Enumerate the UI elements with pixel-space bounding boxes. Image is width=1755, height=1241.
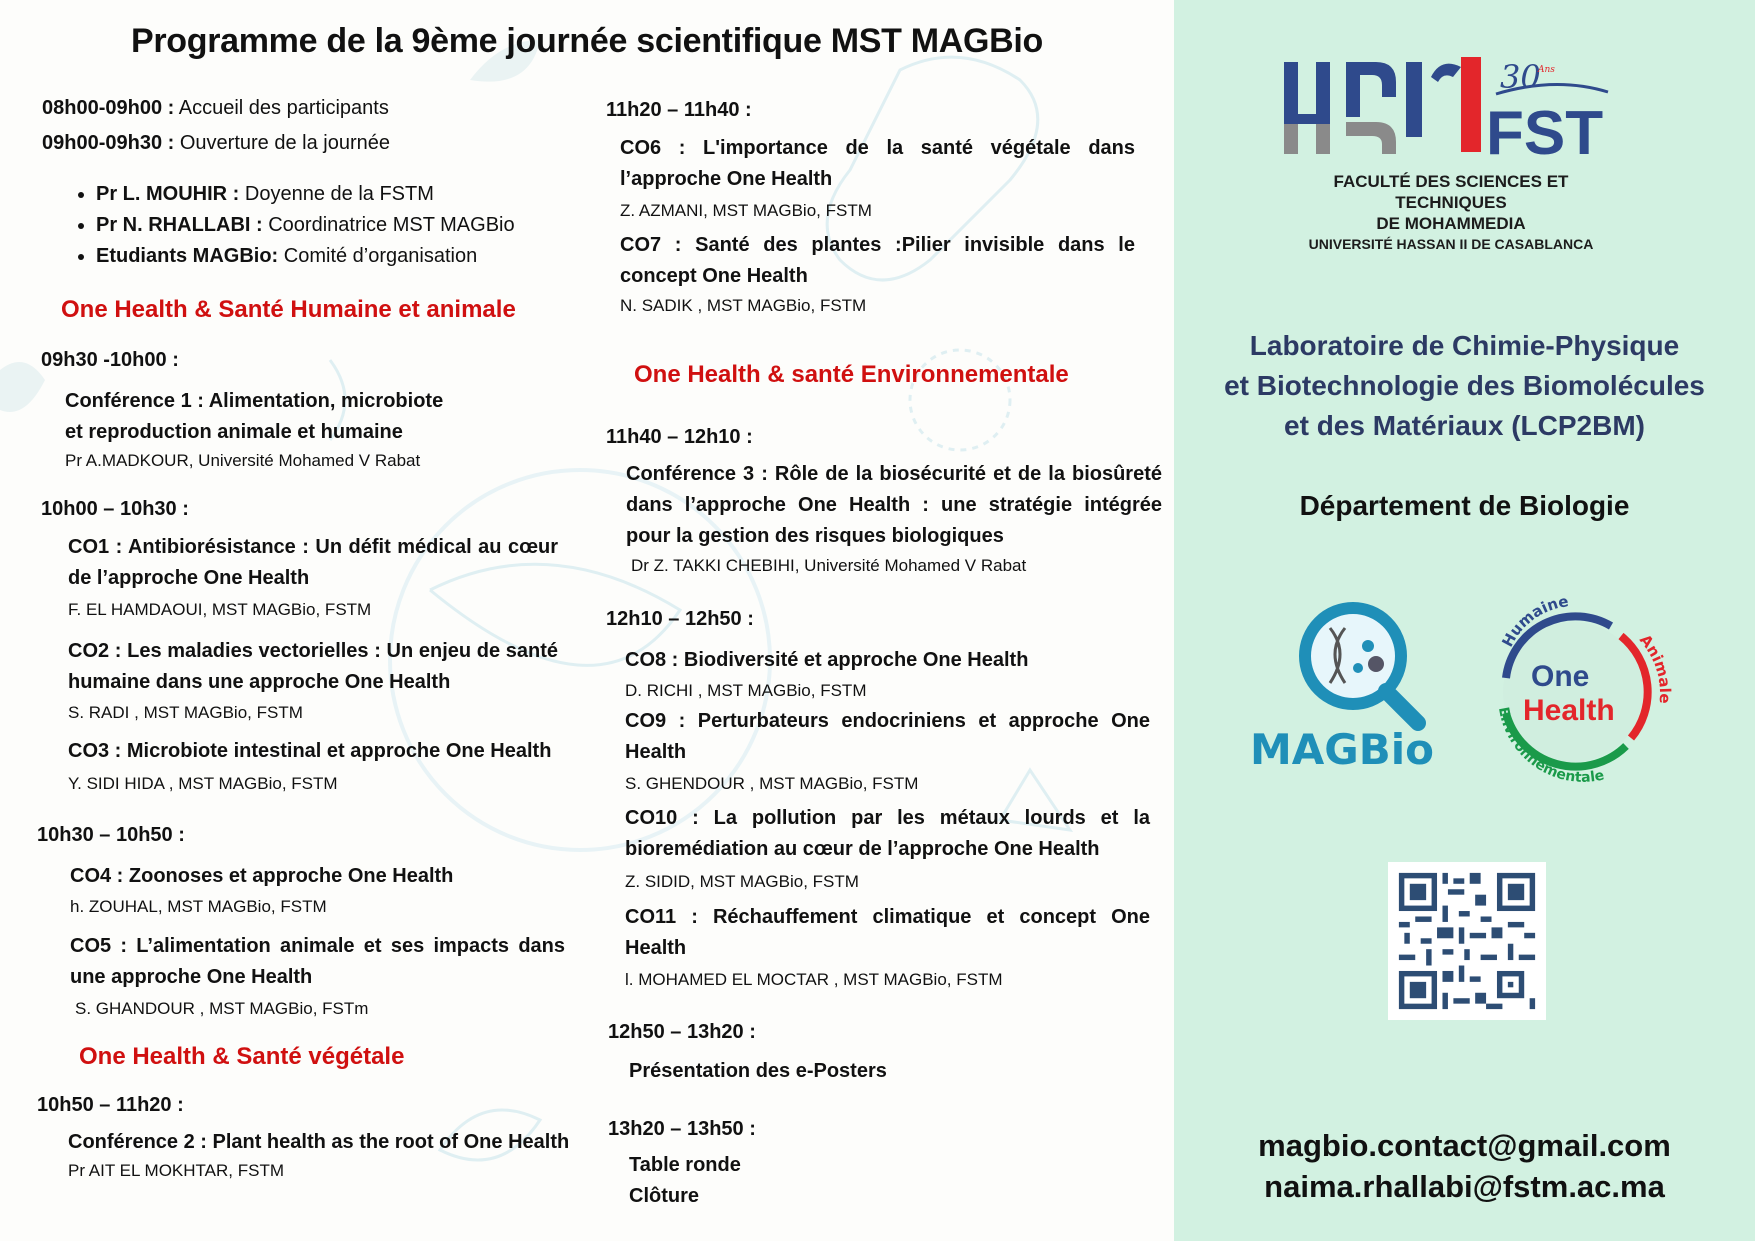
co4-title: CO4 : Zoonoses et approche One Health (70, 865, 454, 887)
co2-title: CO2 : Les maladies vectorielles : Un enjeu de santé humaine dans une approche One Health (68, 640, 558, 693)
one-health-label-environnementale: Environnementale (1494, 705, 1606, 786)
round-table-text: Table ronde (629, 1154, 741, 1176)
fst-logo-red-bar (1461, 57, 1481, 152)
one-health-label-animale: Animale (1636, 631, 1675, 705)
speaker-role: Coordinatrice MST MAGBio (262, 214, 515, 236)
info-panel (1174, 0, 1755, 1241)
co10-author: Z. SIDID, MST MAGBio, FSTM (625, 872, 859, 891)
fst-logo (1276, 52, 1626, 252)
one-health-logo-graphic (1471, 588, 1681, 788)
faculty-name-line2: DE MOHAMMEDIA (1376, 214, 1526, 233)
co1-author: F. EL HAMDAOUI, MST MAGBio, FSTM (68, 600, 372, 619)
co9-title: CO9 : Perturbateurs endocriniens et approche One Health (625, 710, 1150, 763)
conference-1-title-line2: et reproduction animale et humaine (65, 421, 403, 443)
slot-time: 10h00 – 10h30 : (41, 498, 189, 520)
co9-author: S. GHENDOUR , MST MAGBio, FSTM (625, 774, 919, 793)
contact-email-1[interactable]: magbio.contact@gmail.com (1258, 1128, 1671, 1163)
page-title: Programme de la 9ème journée scientifique MST MAGBio (130, 22, 1044, 60)
speaker-name: Etudiants MAGBio: (96, 245, 279, 267)
speakers-list (72, 179, 515, 272)
co1-title: CO1 : Antibiorésistance : Un défit médical au cœur de l’approche One Health (68, 536, 558, 589)
eposters-text: Présentation des e-Posters (629, 1060, 887, 1082)
speaker-item (96, 210, 515, 241)
one-health-logo-health: Health (1523, 694, 1615, 727)
lab-name-line1: Laboratoire de Chimie-Physique (1249, 330, 1680, 361)
lab-name-line3: et des Matériaux (LCP2BM) (1284, 410, 1645, 441)
opening-time-1: 08h00-09h00 : (42, 97, 175, 119)
contact-email-2[interactable]: naima.rhallabi@fstm.ac.ma (1264, 1169, 1665, 1204)
magbio-logo (1250, 598, 1450, 773)
closing-text: Clôture (629, 1185, 699, 1207)
faculty-name-line1: FACULTÉ DES SCIENCES ET TECHNIQUES (1333, 172, 1569, 212)
co2-author: S. RADI , MST MAGBio, FSTM (68, 703, 303, 722)
slot-time: 11h20 – 11h40 : (606, 99, 752, 121)
co8-author: D. RICHI , MST MAGBio, FSTM (625, 681, 867, 700)
co3-title: CO3 : Microbiote intestinal et approche One Health (68, 740, 552, 762)
co3-author: Y. SIDI HIDA , MST MAGBio, FSTM (68, 774, 338, 793)
speaker-name: Pr L. MOUHIR : (96, 183, 240, 205)
one-health-label-humaine: Humaine (1498, 592, 1570, 650)
opening-text-1: Accueil des participants (174, 97, 389, 119)
co7-author: N. SADIK , MST MAGBio, FSTM (620, 296, 867, 315)
speaker-item (96, 179, 515, 210)
co10-title: CO10 : La pollution par les métaux lourds et la bioremédiation au cœur de l’approche One Health (625, 807, 1150, 860)
slot-time: 10h30 – 10h50 : (37, 824, 185, 846)
one-health-logo (1471, 588, 1681, 788)
opening-time-2: 09h00-09h30 : (42, 132, 175, 154)
slot-time: 12h10 – 12h50 : (606, 608, 754, 630)
conference-2-title: Conférence 2 : Plant health as the root of One Health (68, 1131, 570, 1153)
speaker-role: Doyenne de la FSTM (239, 183, 434, 205)
conference-1-title-line1: Conférence 1 : Alimentation, microbiote (65, 390, 444, 412)
slot-time: 13h20 – 13h50 : (608, 1118, 756, 1140)
co11-title: CO11 : Réchauffement climatique et concept One Health (625, 906, 1150, 959)
opening-text-2: Ouverture de la journée (174, 132, 390, 154)
co4-author: h. ZOUHAL, MST MAGBio, FSTM (70, 897, 327, 916)
speaker-name: Pr N. RHALLABI : (96, 214, 263, 236)
section-heading-human-animal: One Health & Santé Humaine et animale (61, 296, 516, 323)
co6-author: Z. AZMANI, MST MAGBio, FSTM (620, 201, 872, 220)
department-name: Département de Biologie (1299, 490, 1630, 521)
magbio-logo-text: MAGBio (1250, 725, 1435, 773)
fst-logo-mark (1276, 52, 1626, 162)
slot-time: 10h50 – 11h20 : (37, 1094, 184, 1116)
opening-row-1 (42, 93, 389, 124)
fst-logo-ans: Ans (1538, 65, 1555, 75)
slot-time: 11h40 – 12h10 : (606, 426, 753, 448)
conference-3-author: Dr Z. TAKKI CHEBIHI, Université Mohamed V Rabat (631, 556, 1027, 575)
lab-name-line2: et Biotechnologie des Biomolécules (1224, 370, 1705, 401)
lab-name (1174, 326, 1755, 446)
slot-time: 12h50 – 13h20 : (608, 1021, 756, 1043)
section-heading-plant: One Health & Santé végétale (79, 1043, 405, 1070)
speaker-role: Comité d’organisation (278, 245, 478, 267)
fst-logo-years: 30 (1500, 58, 1541, 96)
co5-author: S. GHANDOUR , MST MAGBio, FSTm (75, 999, 369, 1018)
co11-author: l. MOHAMED EL MOCTAR , MST MAGBio, FSTM (625, 970, 1003, 989)
university-name: UNIVERSITÉ HASSAN II DE CASABLANCA (1308, 236, 1594, 252)
co8-title: CO8 : Biodiversité et approche One Health (625, 649, 1029, 671)
conference-3-title: Conférence 3 : Rôle de la biosécurité et de la biosûreté dans l’approche One Health : une stratégie intégrée pour la gestion des risques biologiques (626, 463, 1162, 547)
fst-logo-letters: FST (1486, 99, 1604, 162)
qr-code[interactable] (1388, 862, 1546, 1020)
co5-title: CO5 : L’alimentation animale et ses impacts dans une approche One Health (70, 935, 565, 988)
magnifier-dna-icon (1250, 598, 1450, 773)
section-heading-environment: One Health & santé Environnementale (634, 361, 1069, 388)
co7-title: CO7 : Santé des plantes :Pilier invisible dans le concept One Health (620, 234, 1135, 287)
one-health-logo-one: One (1531, 660, 1590, 693)
co6-title: CO6 : L'importance de la santé végétale dans l’approche One Health (620, 137, 1135, 190)
slot-time: 09h30 -10h00 : (41, 349, 179, 371)
speaker-item (96, 241, 515, 272)
conference-2-author: Pr AIT EL MOKHTAR, FSTM (68, 1161, 284, 1180)
conference-1-author: Pr A.MADKOUR, Université Mohamed V Rabat (65, 451, 421, 470)
opening-row-2 (42, 128, 390, 159)
qr-code-icon (1388, 862, 1546, 1020)
